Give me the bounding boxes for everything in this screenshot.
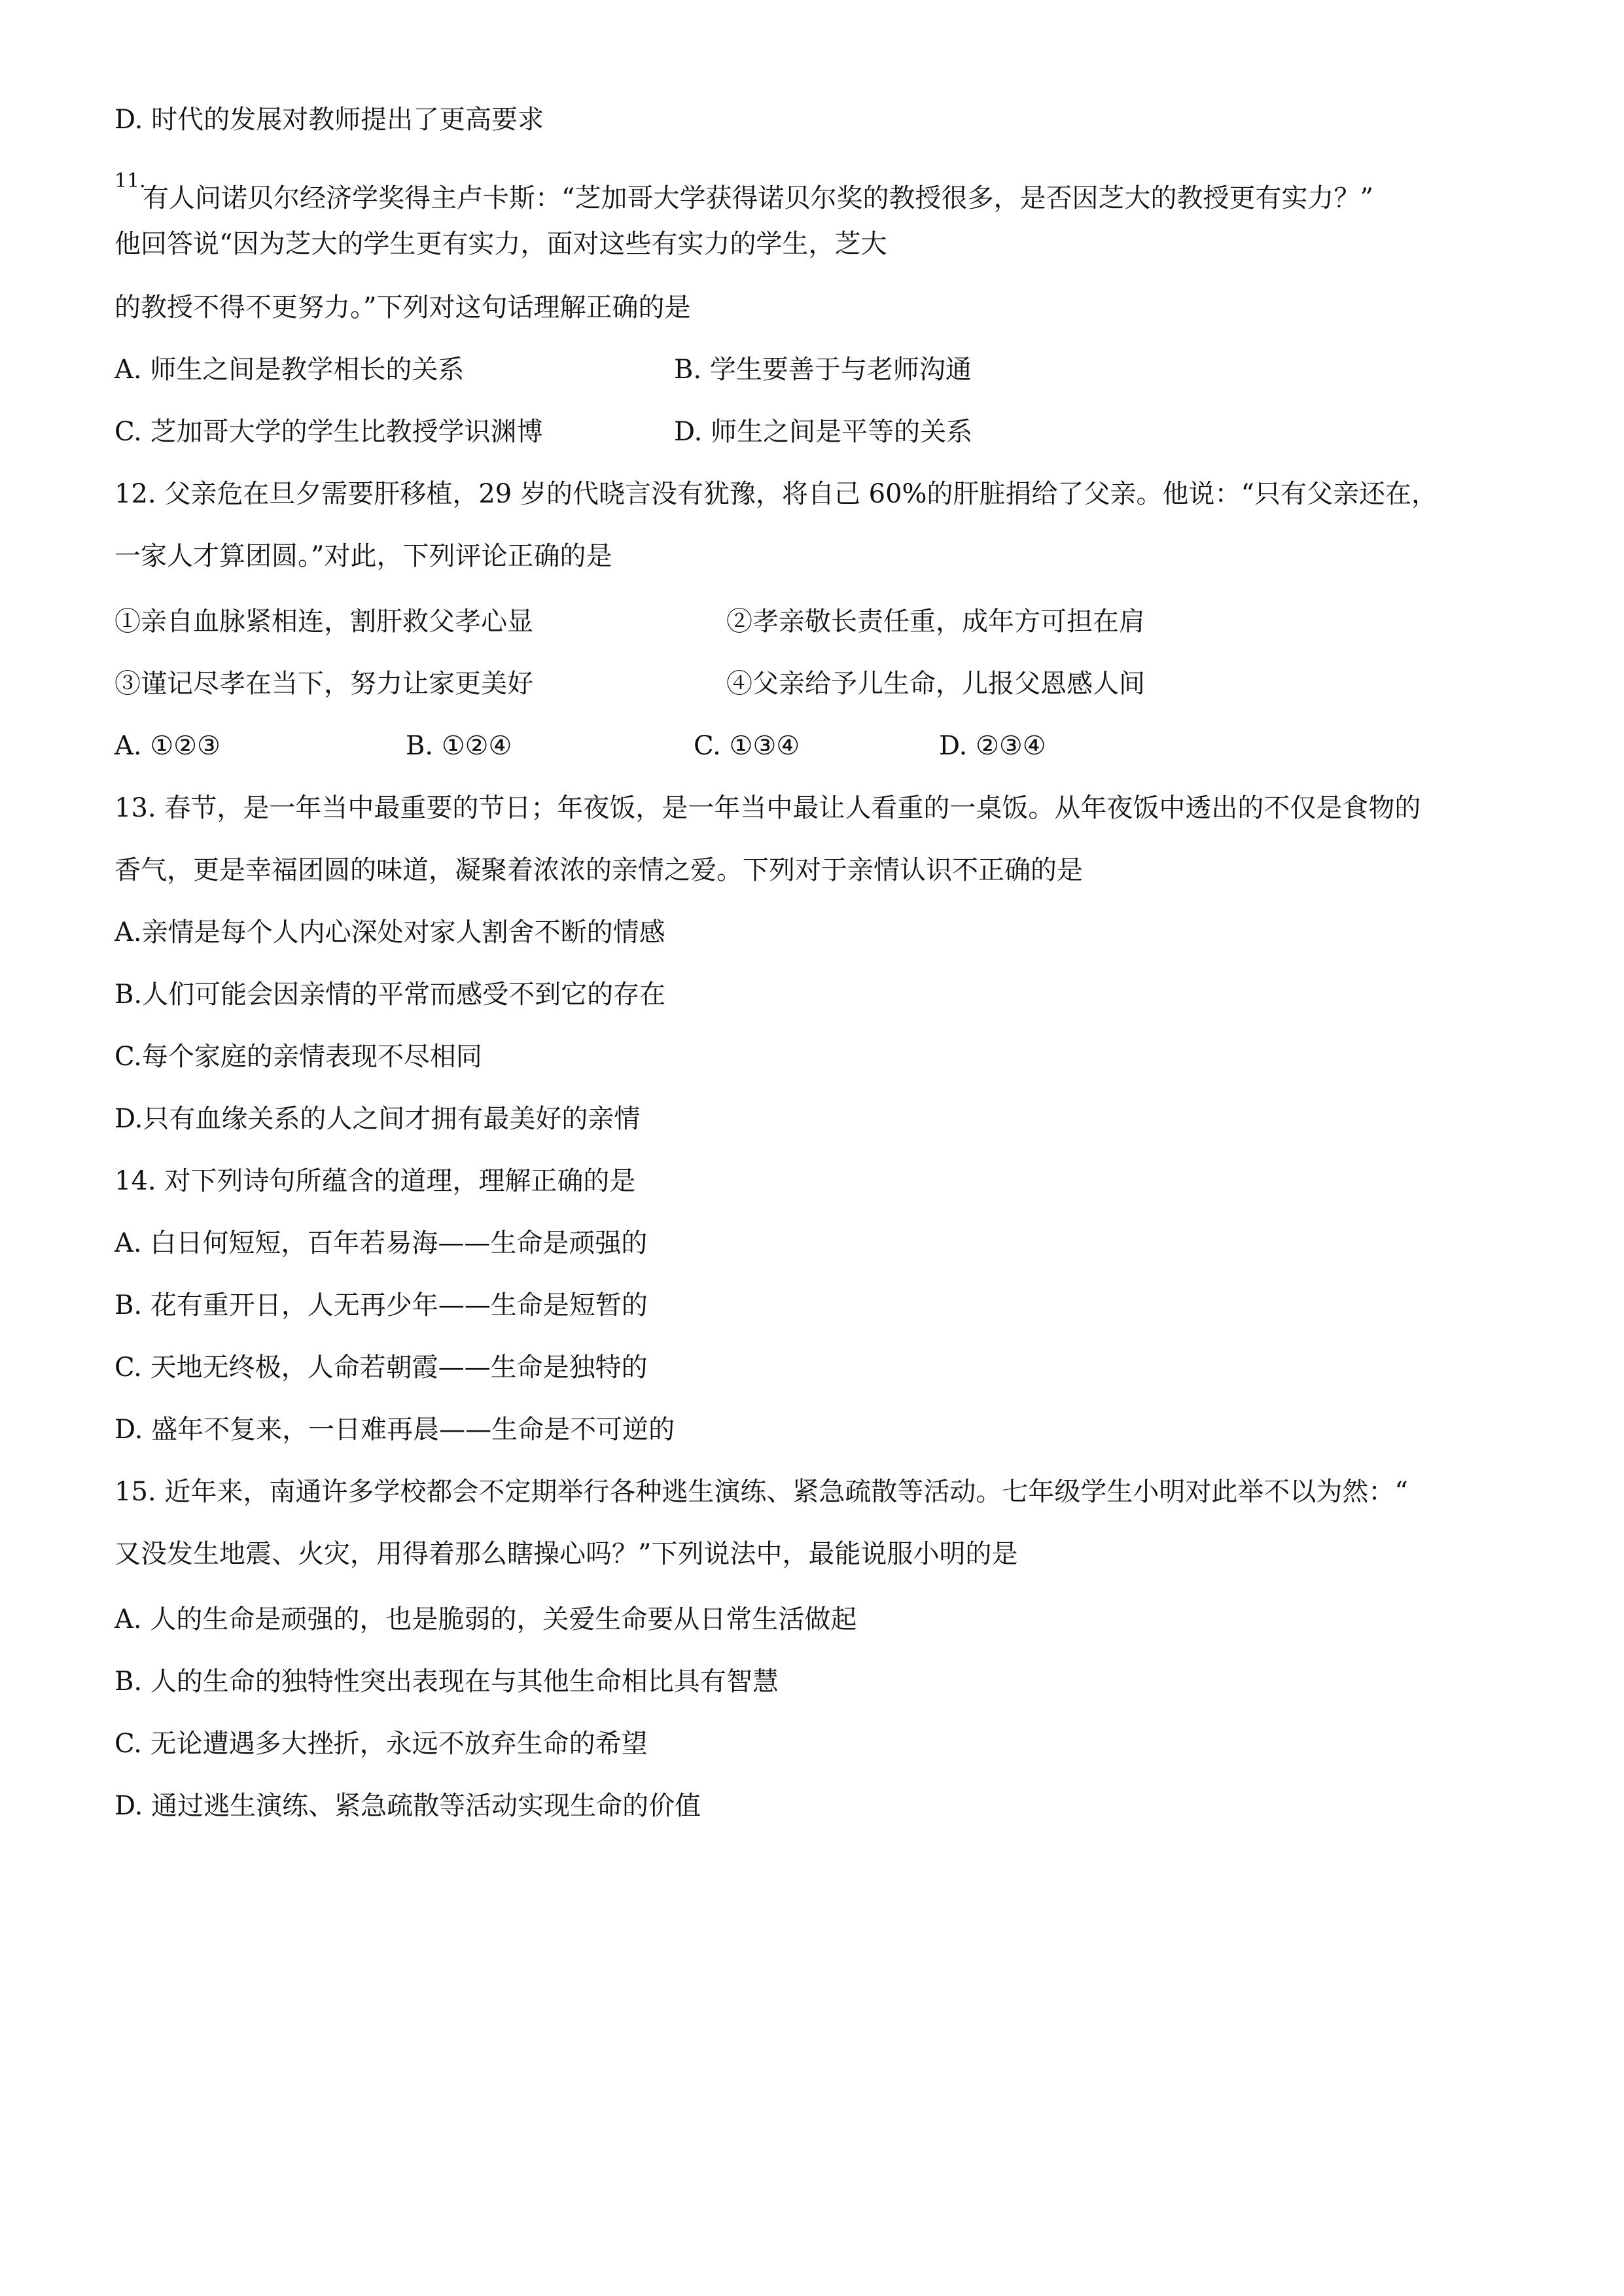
q12-stem-line1: 12. 父亲危在旦夕需要肝移植，29 岁的代晓言没有犹豫，将自己 60%的肝脏捐给了父亲。他说：“只有父亲还在， [115,479,1438,509]
q11-number: 11. [115,169,146,192]
q11-stem-line3: 的教授不得不更努力。”下列对这句话理解正确的是 [115,292,691,323]
q15-option-b: B. 人的生命的独特性突出表现在与其他生命相比具有智慧 [115,1667,779,1697]
q13-option-c: C.每个家庭的亲情表现不尽相同 [115,1042,482,1072]
q12-statement-3: ③谨记尽孝在当下，努力让家更美好 [115,669,533,699]
q11-stem-line1: 有人问诺贝尔经济学奖得主卢卡斯：“芝加哥大学获得诺贝尔奖的教授很多，是否因芝大的教授更有实力？” [143,183,1373,213]
q15-stem-line2: 又没发生地震、火灾，用得着那么瞎操心吗？”下列说法中，最能说服小明的是 [115,1539,1018,1569]
q12-option-c: C. ①③④ [694,731,800,761]
q15-option-a: A. 人的生命是顽强的，也是脆弱的，关爱生命要从日常生活做起 [115,1604,857,1634]
q15-option-d: D. 通过逃生演练、紧急疏散等活动实现生命的价值 [115,1791,701,1821]
q14-stem: 14. 对下列诗句所蕴含的道理，理解正确的是 [115,1166,636,1196]
q12-statement-1: ①亲自血脉紧相连，割肝救父孝心显 [115,607,533,637]
q15-option-c: C. 无论遭遇多大挫折，永远不放弃生命的希望 [115,1729,648,1759]
q10-option-d: D. 时代的发展对教师提出了更高要求 [115,105,544,135]
q13-stem-line1: 13. 春节，是一年当中最重要的节日；年夜饭，是一年当中最让人看重的一桌饭。从年夜饭中透出的不仅是食物的 [115,793,1421,823]
q13-option-b: B.人们可能会因亲情的平常而感受不到它的存在 [115,980,666,1010]
q11-option-b: B. 学生要善于与老师沟通 [674,355,972,385]
q11-stem-line2: 他回答说“因为芝大的学生更有实力，面对这些有实力的学生，芝大 [115,229,887,259]
q11-option-d: D. 师生之间是平等的关系 [674,417,973,447]
q12-option-b: B. ①②④ [406,731,512,761]
q13-option-a: A.亲情是每个人内心深处对家人割舍不断的情感 [115,917,665,947]
q11-option-a: A. 师生之间是教学相长的关系 [115,355,465,385]
q11-option-c: C. 芝加哥大学的学生比教授学识渊博 [115,417,543,447]
q12-stem-line2: 一家人才算团圆。”对此，下列评论正确的是 [115,541,612,571]
q12-option-d: D. ②③④ [939,731,1046,761]
q14-option-b: B. 花有重开日，人无再少年——生命是短暂的 [115,1290,648,1320]
q12-statement-4: ④父亲给予儿生命，儿报父恩感人间 [726,669,1145,699]
q14-option-c: C. 天地无终极，人命若朝霞——生命是独特的 [115,1352,648,1383]
q13-option-d: D.只有血缘关系的人之间才拥有最美好的亲情 [115,1104,641,1134]
q15-stem-line1: 15. 近年来，南通许多学校都会不定期举行各种逃生演练、紧急疏散等活动。七年级学生小明对此举不以为然：“ [115,1477,1408,1507]
q12-option-a: A. ①②③ [115,731,221,761]
q14-option-d: D. 盛年不复来，一日难再晨——生命是不可逆的 [115,1415,675,1445]
q12-statement-2: ②孝亲敬长责任重，成年方可担在肩 [726,607,1145,637]
q13-stem-line2: 香气，更是幸福团圆的味道，凝聚着浓浓的亲情之爱。下列对于亲情认识不正确的是 [115,855,1083,885]
q14-option-a: A. 白日何短短，百年若易海——生命是顽强的 [115,1228,648,1258]
